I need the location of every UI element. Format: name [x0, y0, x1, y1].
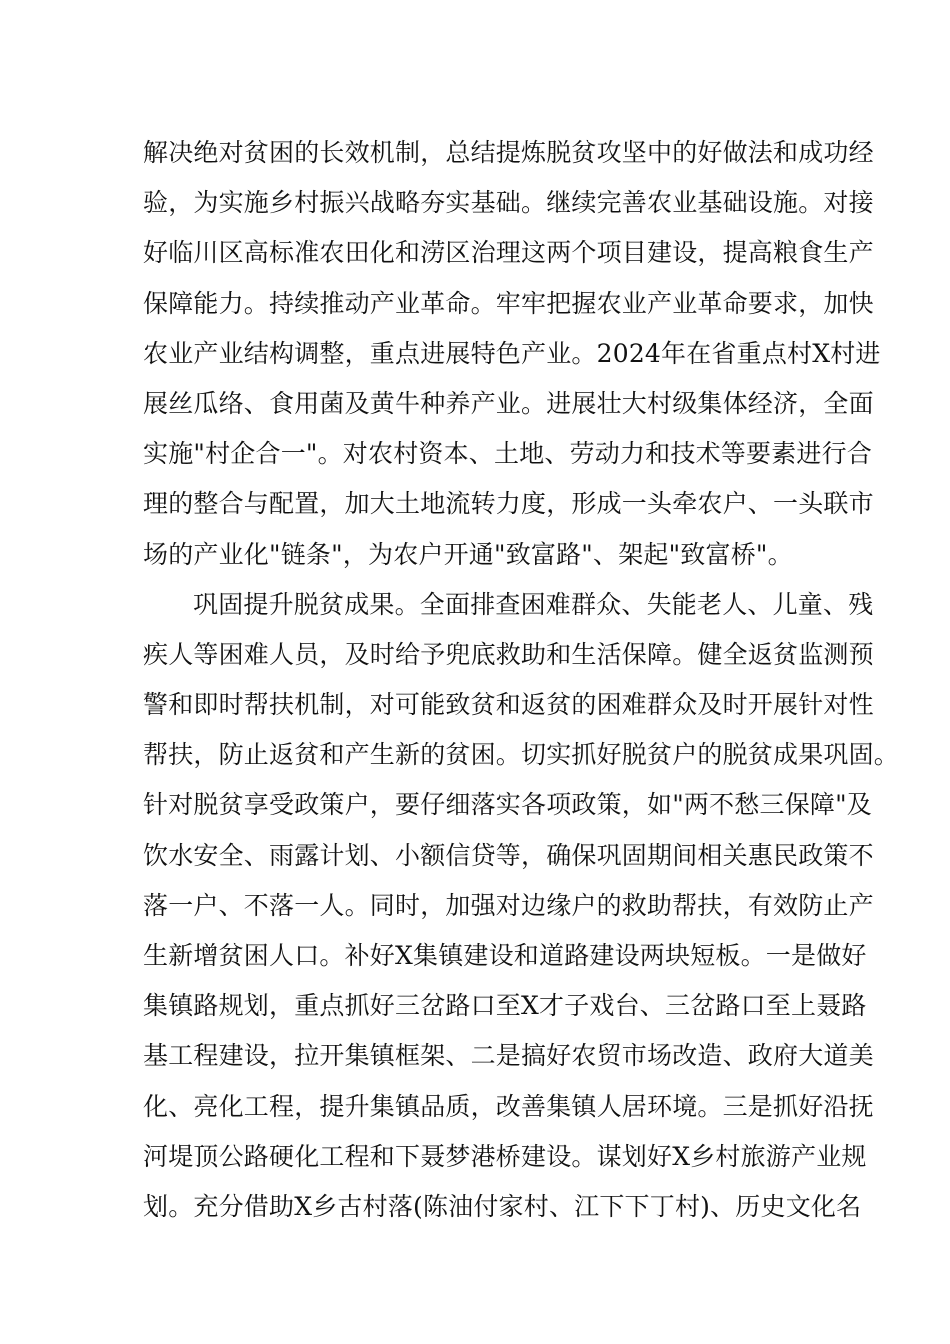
text-line: 化、亮化工程，提升集镇品质，改善集镇人居环境。三是抓好沿抚	[143, 1091, 874, 1121]
text-line: 警和即时帮扶机制，对可能致贫和返贫的困难群众及时开展针对性	[143, 690, 874, 720]
text-line: 农业产业结构调整，重点进展特色产业。2024年在省重点村X村进	[143, 338, 881, 368]
text-line: 河堤顶公路硬化工程和下聂梦港桥建设。谋划好X乡村旅游产业规	[143, 1141, 867, 1171]
text-line: 好临川区高标准农田化和涝区治理这两个项目建设，提高粮食生产	[143, 238, 874, 268]
text-line: 基工程建设，拉开集镇框架、二是搞好农贸市场改造、政府大道美	[143, 1041, 874, 1071]
text-line: 生新增贫困人口。补好X集镇建设和道路建设两块短板。一是做好	[143, 941, 867, 970]
text-line: 针对脱贫享受政策户，要仔细落实各项政策，如"两不愁三保障"及	[143, 790, 873, 820]
text-line: 落一户、不落一人。同时，加强对边缘户的救助帮扶，有效防止产	[143, 890, 874, 920]
body-text	[143, 128, 900, 1232]
text-line: 理的整合与配置，加大土地流转力度，形成一头牵农户、一头联市	[143, 489, 874, 519]
text-line: 集镇路规划，重点抓好三岔路口至X才子戏台、三岔路口至上聂路	[143, 991, 867, 1021]
text-line: 保障能力。持续推动产业革命。牢牢把握农业产业革命要求，加快	[143, 288, 874, 318]
text-line: 实施"村企合一"。对农村资本、土地、劳动力和技术等要素进行合	[143, 439, 873, 469]
text-line: 验，为实施乡村振兴战略夯实基础。继续完善农业基础设施。对接	[143, 188, 874, 218]
paragraph-start-line: 巩固提升脱贫成果。全面排查困难群众、失能老人、儿童、残	[193, 589, 874, 619]
text-line: 帮扶，防止返贫和产生新的贫困。切实抓好脱贫户的脱贫成果巩固。	[143, 740, 900, 770]
text-line: 划。充分借助X乡古村落(陈油付家村、江下下丁村)、历史文化名	[143, 1191, 862, 1221]
text-line: 疾人等困难人员，及时给予兜底救助和生活保障。健全返贫监测预	[143, 639, 874, 669]
text-line: 展丝瓜络、食用菌及黄牛种养产业。进展壮大村级集体经济，全面	[143, 388, 874, 418]
text-line: 解决绝对贫困的长效机制，总结提炼脱贫攻坚中的好做法和成功经	[143, 138, 874, 167]
text-line: 饮水安全、雨露计划、小额信贷等，确保巩固期间相关惠民政策不	[143, 840, 874, 870]
text-line: 场的产业化"链条"，为农户开通"致富路"、架起"致富桥"。	[143, 539, 793, 569]
